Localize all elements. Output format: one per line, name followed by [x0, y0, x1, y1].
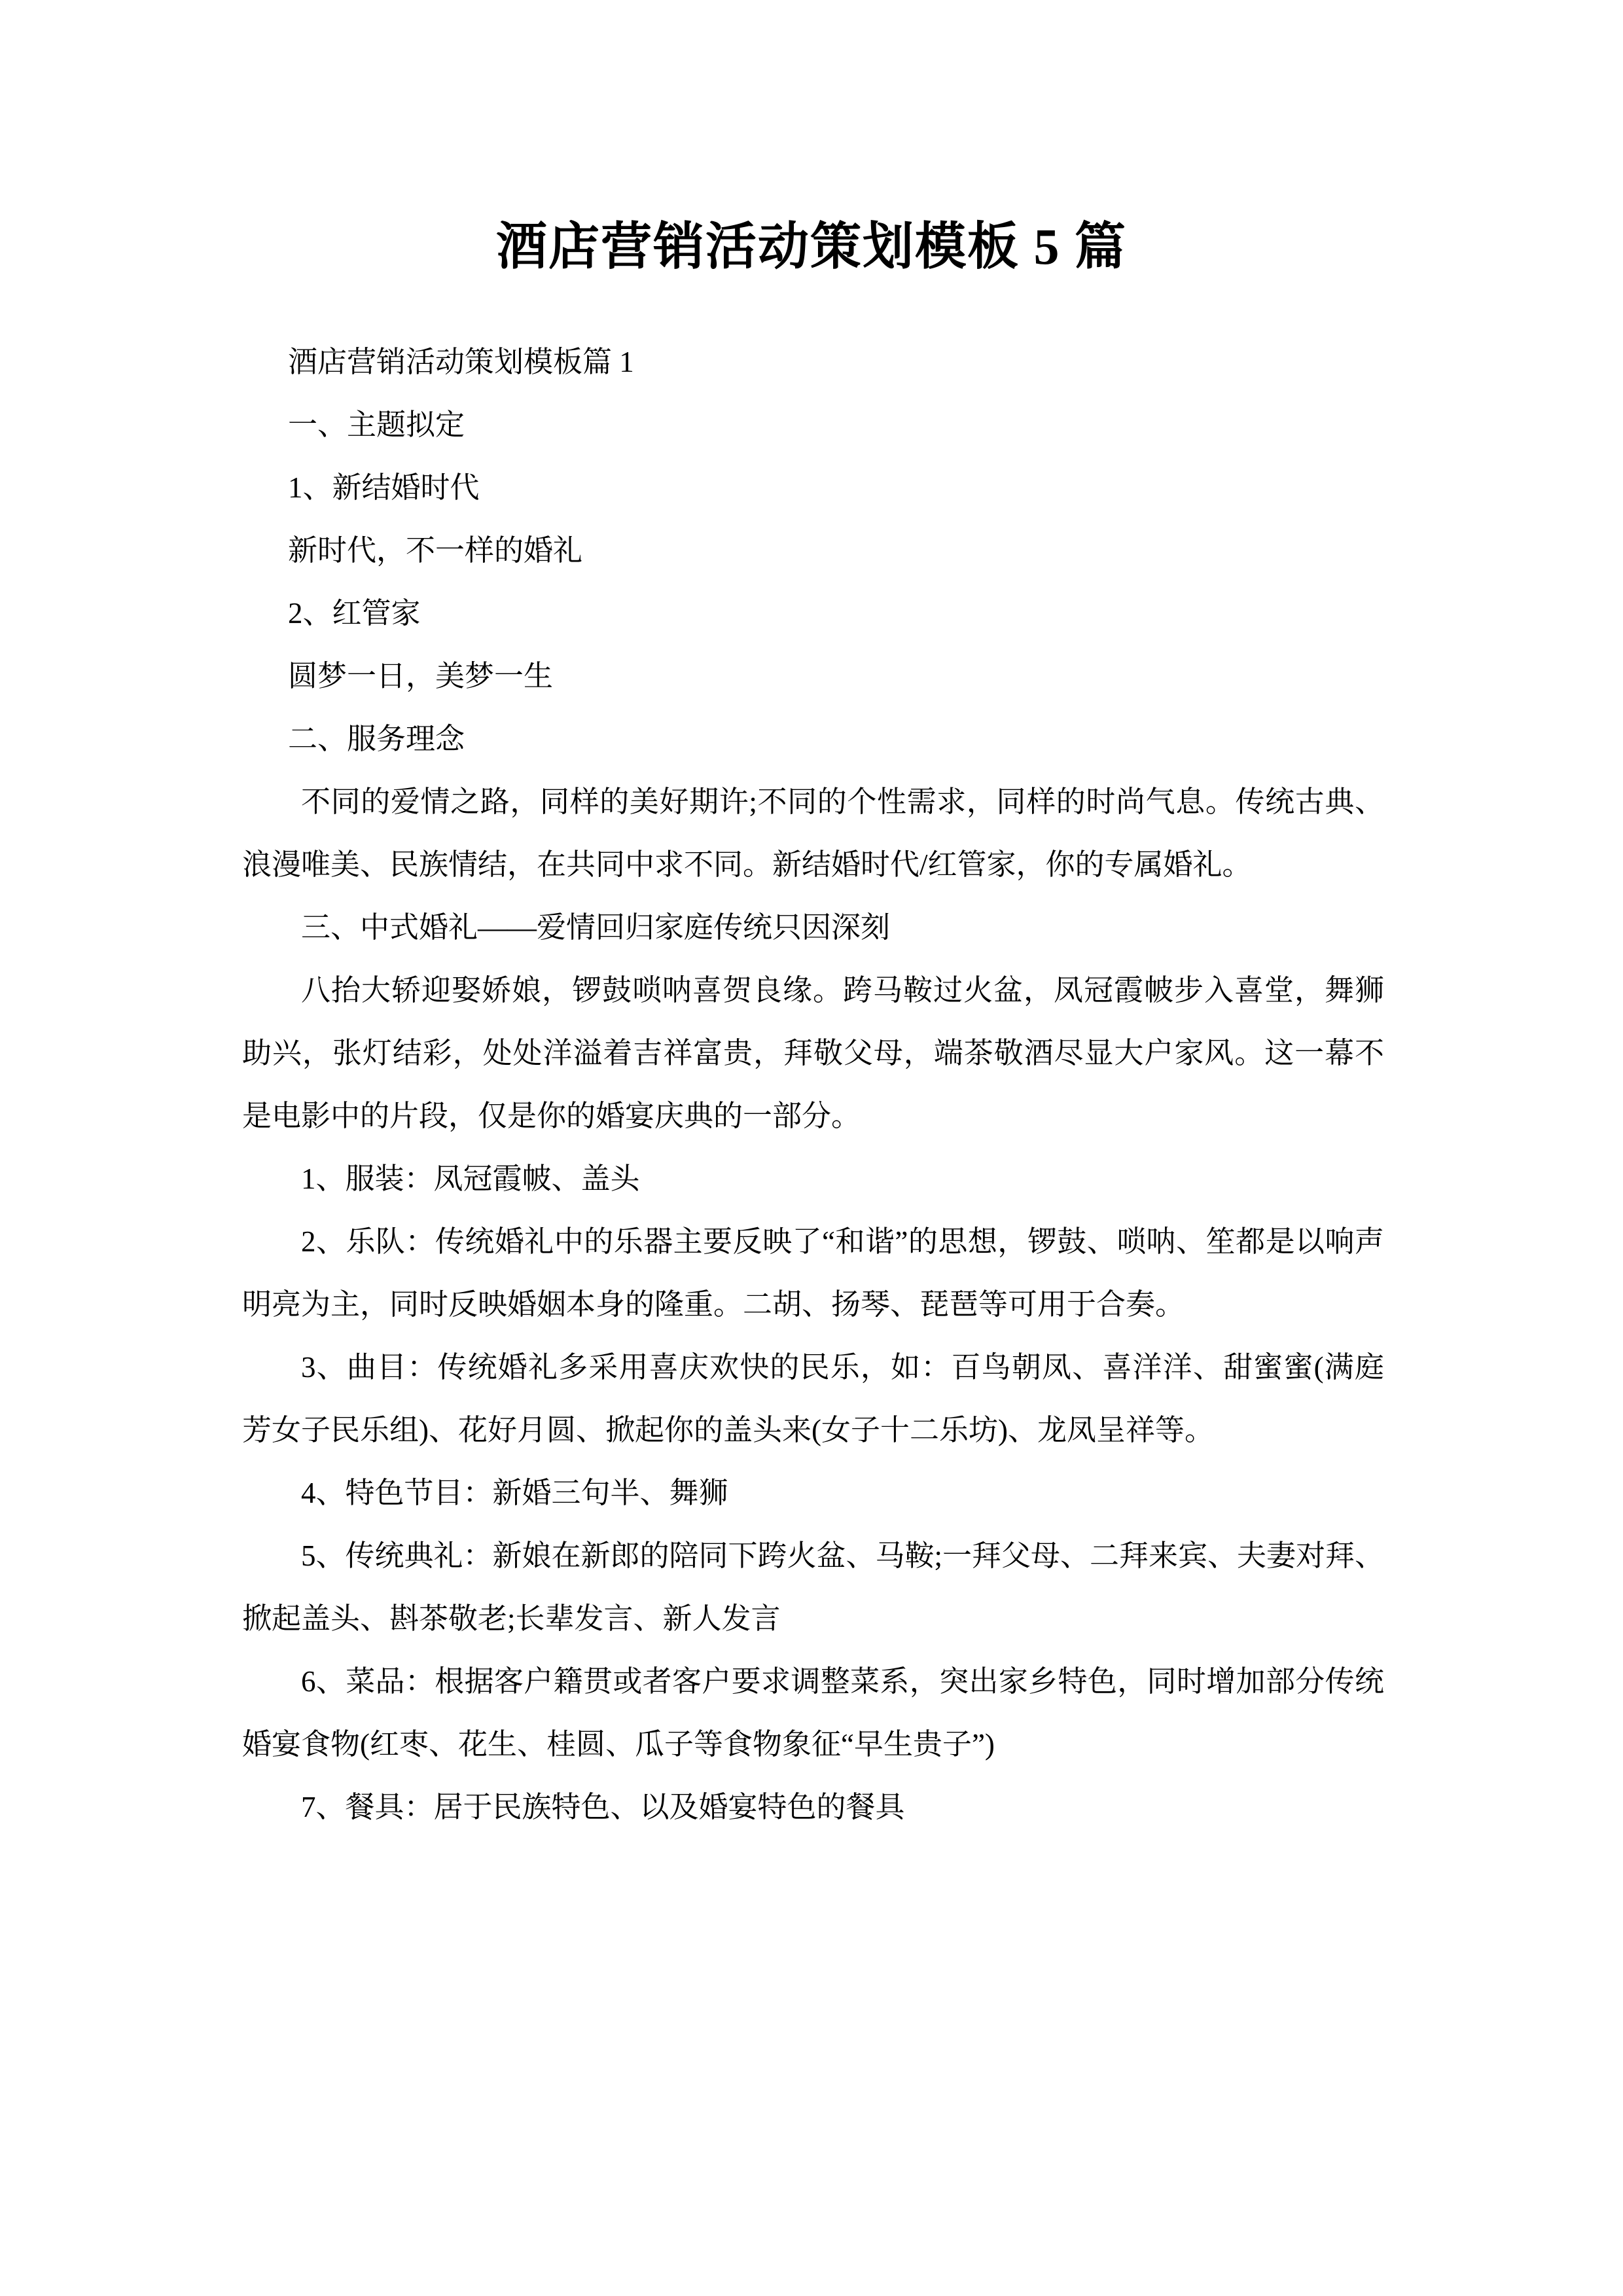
document-body	[242, 331, 1384, 1839]
heading-chinese-wedding: 三、中式婚礼——爱情回归家庭传统只因深刻	[301, 911, 891, 944]
paragraph-service-concept: 不同的爱情之路，同样的美好期许;不同的个性需求，同样的时尚气息。传统古典、浪漫唯美、民族情结，在共同中求不同。新结婚时代/红管家，你的专属婚礼。	[242, 785, 1384, 881]
head-line-6: 圆梦一日，美梦一生	[288, 660, 554, 692]
list-item-5-traditional-ceremony: 5、传统典礼：新娘在新郎的陪同下跨火盆、马鞍;一拜父母、二拜来宾、夫妻对拜、掀起盖头、斟茶敬老;长辈发言、新人发言	[242, 1539, 1385, 1635]
head-line-2: 一、主题拟定	[288, 408, 465, 441]
head-line-5: 2、红管家	[288, 597, 421, 630]
paragraph-wedding-scene: 八抬大轿迎娶娇娘，锣鼓唢呐喜贺良缘。跨马鞍过火盆，凤冠霞帔步入喜堂，舞狮助兴，张灯结彩，处处洋溢着吉祥富贵，拜敬父母，端茶敬酒尽显大户家风。这一幕不是电影中的片段，仅是你的婚宴庆典的一部分。	[242, 974, 1384, 1132]
page-title: 酒店营销活动策划模板 5 篇	[495, 218, 1127, 276]
head-line-1: 酒店营销活动策划模板篇 1	[288, 346, 634, 378]
list-item-2-band: 2、乐队：传统婚礼中的乐器主要反映了“和谐”的思想，锣鼓、唢呐、笙都是以响声明亮为主，同时反映婚姻本身的隆重。二胡、扬琴、琵琶等可用于合奏。	[242, 1225, 1384, 1321]
list-item-6-dishes: 6、菜品：根据客户籍贯或者客户要求调整菜系，突出家乡特色，同时增加部分传统婚宴食物(红枣、花生、桂圆、瓜子等食物象征“早生贵子”)	[242, 1665, 1384, 1761]
head-line-7: 二、服务理念	[288, 723, 465, 755]
list-item-3-repertoire: 3、曲目：传统婚礼多采用喜庆欢快的民乐，如：百鸟朝凤、喜洋洋、甜蜜蜜(满庭芳女子民乐组)、花好月圆、掀起你的盖头来(女子十二乐坊)、龙凤呈祥等。	[242, 1351, 1384, 1446]
list-item-4-special-program: 4、特色节目：新婚三句半、舞狮	[301, 1477, 728, 1509]
head-line-4: 新时代，不一样的婚礼	[288, 534, 583, 567]
head-line-3: 1、新结婚时代	[288, 471, 480, 504]
list-item-1-costume: 1、服装：凤冠霞帔、盖头	[301, 1162, 640, 1195]
list-item-7-tableware: 7、餐具：居于民族特色、以及婚宴特色的餐具	[301, 1791, 905, 1823]
